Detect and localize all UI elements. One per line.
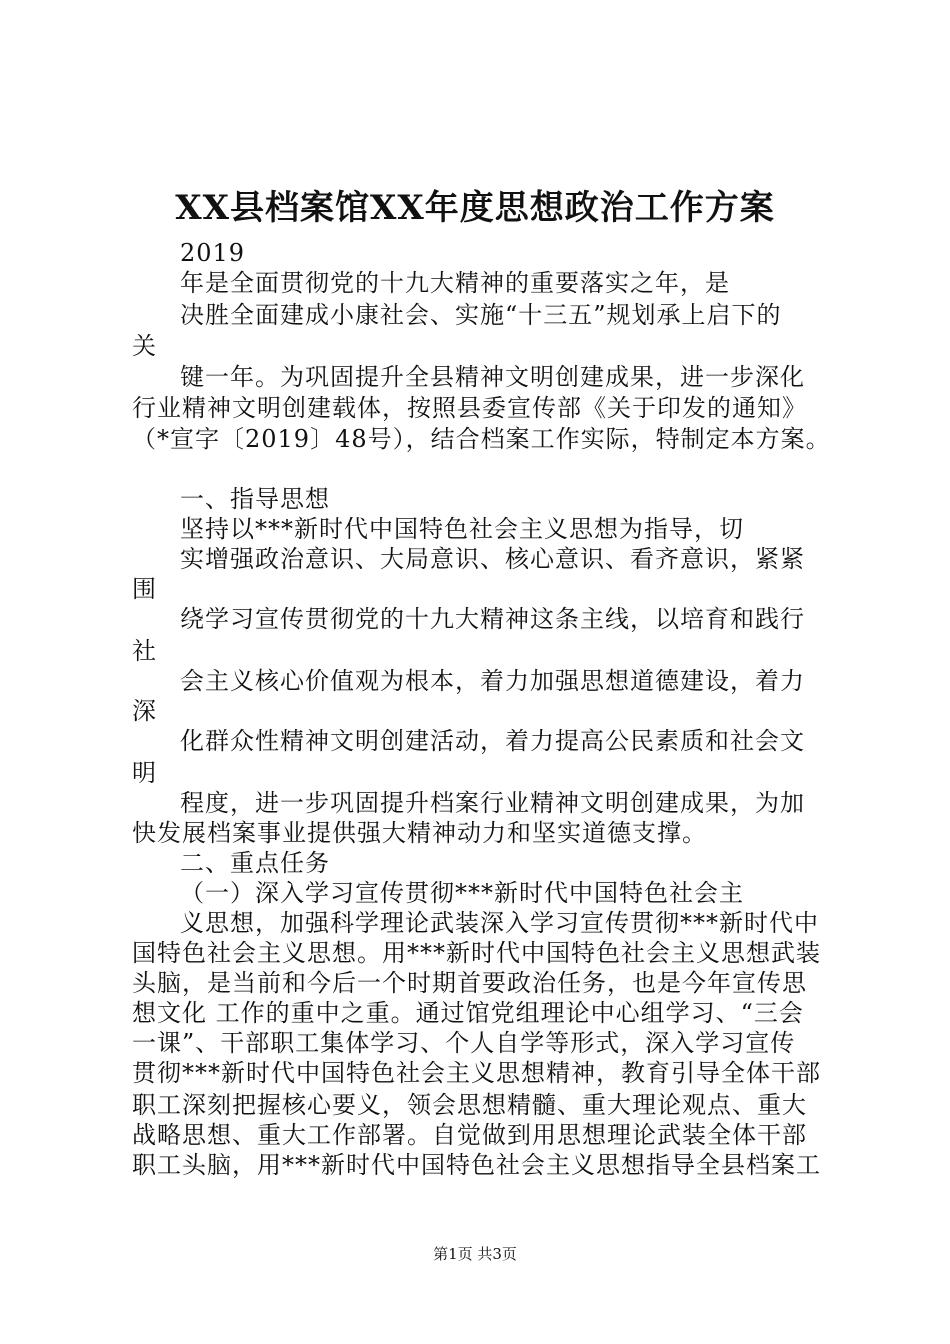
- text-line: 义思想，加强科学理论武装深入学习宣传贯彻***新时代中: [180, 909, 819, 937]
- text-line: 快发展档案事业提供强大精神动力和坚实道德支撑。: [132, 819, 707, 847]
- text-line: 坚持以***新时代中国特色社会主义思想为指导，切: [180, 515, 744, 543]
- text-line: 2019: [180, 239, 246, 267]
- text-line: 明: [132, 759, 157, 787]
- section-heading: 一、指导思想: [180, 485, 330, 513]
- subsection-heading: （一）深入学习宣传贯彻***新时代中国特色社会主: [180, 879, 744, 907]
- text-line: 深: [132, 697, 157, 725]
- text-line: 社: [132, 637, 157, 665]
- text-line: 实增强政治意识、大局意识、核心意识、看齐意识，紧紧: [180, 545, 805, 573]
- text-line: 关: [132, 332, 157, 360]
- text-line: 程度，进一步巩固提升档案行业精神文明创建成果，为加: [180, 789, 805, 817]
- text-line: 围: [132, 575, 157, 603]
- text-line: 键一年。为巩固提升全县精神文明创建成果，进一步深化: [180, 363, 805, 391]
- text-line: 贯彻***新时代中国特色社会主义思想精神，教育引导全体干部: [132, 1059, 821, 1087]
- text-line: 年是全面贯彻党的十九大精神的重要落实之年，是: [180, 269, 730, 297]
- page-footer: 第1页 共3页: [433, 1245, 517, 1263]
- text-line: 行业精神文明创建载体，按照县委宣传部《关于印发的通知》: [132, 394, 807, 422]
- text-line: 头脑，是当前和今后一个时期首要政治任务，也是今年宣传思: [132, 969, 807, 997]
- text-line: 化群众性精神文明创建活动，着力提高公民素质和社会文: [180, 727, 805, 755]
- text-line: 一课”、干部职工集体学习、个人自学等形式，深入学习宣传: [132, 1029, 796, 1057]
- text-line: 绕学习宣传贯彻党的十九大精神这条主线，以培育和践行: [180, 605, 805, 633]
- text-line: 国特色社会主义思想。用***新时代中国特色社会主义思想武装: [132, 939, 821, 967]
- document-title: XX县档案馆XX年度思想政治工作方案: [175, 188, 775, 228]
- text-line: 会主义核心价值观为根本，着力加强思想道德建设，着力: [180, 667, 805, 695]
- text-line: 想文化 工作的重中之重。通过馆党组理论中心组学习、“三会: [132, 999, 804, 1027]
- text-line: 职工头脑，用***新时代中国特色社会主义思想指导全县档案工: [132, 1151, 821, 1179]
- text-line: 决胜全面建成小康社会、实施“十三五”规划承上启下的: [180, 301, 782, 329]
- section-heading: 二、重点任务: [180, 849, 330, 877]
- text-line: 战略思想、重大工作部署。自觉做到用思想理论武装全体干部: [132, 1121, 807, 1149]
- text-line: （*宣字〔2019〕48号），结合档案工作实际，特制定本方案。: [132, 425, 831, 453]
- text-line: 职工深刻把握核心要义，领会思想精髓、重大理论观点、重大: [132, 1091, 807, 1119]
